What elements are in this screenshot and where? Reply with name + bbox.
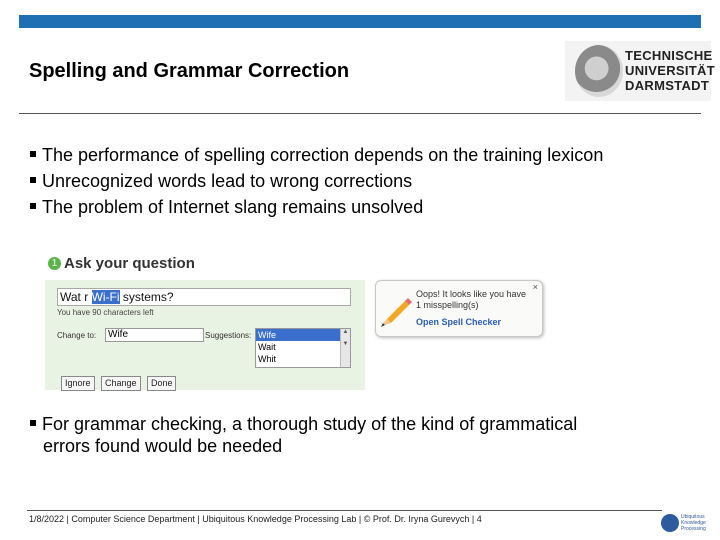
logo-line-2: UNIVERSITÄT	[625, 63, 715, 78]
bullet-item: The performance of spelling correction depends on the training lexicon	[30, 142, 603, 168]
footer-text: 1/8/2022 | Computer Science Department | Ubiquitous Knowledge Processing Lab | © Prof. Dr. Iryna Gurevych | 4	[29, 514, 482, 524]
pencil-icon	[379, 295, 413, 329]
suggestion-item[interactable]: Wife	[256, 329, 350, 341]
logo-line-1: TECHNISCHE	[625, 48, 713, 63]
bullet-continuation: errors found would be needed	[43, 436, 283, 456]
chars-left-text: You have 90 characters left	[57, 308, 154, 317]
change-button[interactable]: Change	[101, 376, 141, 391]
misspelled-word: Wi-Fi	[91, 290, 120, 304]
step-badge-icon: 1	[48, 257, 61, 270]
suggestions-scrollbar[interactable]: ▲ ▼	[340, 329, 350, 367]
spell-tooltip	[375, 280, 543, 337]
suggestion-item[interactable]: Whit	[258, 354, 276, 364]
suggestions-label: Suggestions:	[205, 331, 252, 340]
bullet-square-icon	[30, 203, 36, 209]
bullet-item: For grammar checking, a thorough study of the kind of grammatical	[30, 413, 577, 435]
change-to-input[interactable]: Wife	[105, 328, 204, 342]
top-accent-bar	[19, 15, 701, 28]
bullet-square-icon	[30, 151, 36, 157]
question-input[interactable]: Wat r Wi-Fi systems?	[57, 288, 351, 306]
change-to-label: Change to:	[57, 331, 97, 340]
open-spell-checker-link[interactable]: Open Spell Checker	[416, 317, 502, 327]
tooltip-message: Oops! It looks like you have	[416, 289, 527, 299]
tooltip-count: 1 misspelling(s)	[416, 300, 479, 310]
ukp-logo-icon	[661, 514, 679, 532]
suggestion-item[interactable]: Wait	[258, 342, 276, 352]
header-divider	[19, 113, 701, 114]
bullet-list	[30, 142, 603, 220]
spellcheck-screenshot	[45, 248, 545, 394]
ask-title: Ask your question	[64, 255, 195, 272]
footer-divider	[27, 510, 662, 511]
done-button[interactable]: Done	[147, 376, 177, 391]
ignore-button[interactable]: Ignore	[61, 376, 95, 391]
logo-line-3: DARMSTADT	[625, 78, 710, 93]
suggestions-list[interactable]	[255, 328, 351, 368]
bullet-list-2	[30, 413, 577, 457]
spellcheck-buttons	[61, 373, 178, 391]
bullet-square-icon	[30, 177, 36, 183]
bullet-square-icon	[30, 420, 36, 426]
close-icon[interactable]: ×	[532, 282, 538, 292]
athena-seal-icon	[575, 45, 623, 97]
ask-question-header	[45, 254, 195, 276]
bullet-item: The problem of Internet slang remains unsolved	[30, 194, 603, 220]
question-panel	[45, 280, 365, 390]
ukp-logo: Ubiquitous Knowledge Processing	[661, 511, 705, 537]
tu-darmstadt-logo	[565, 41, 715, 101]
bullet-item: Unrecognized words lead to wrong corrections	[30, 168, 603, 194]
slide-title: Spelling and Grammar Correction	[29, 60, 350, 82]
